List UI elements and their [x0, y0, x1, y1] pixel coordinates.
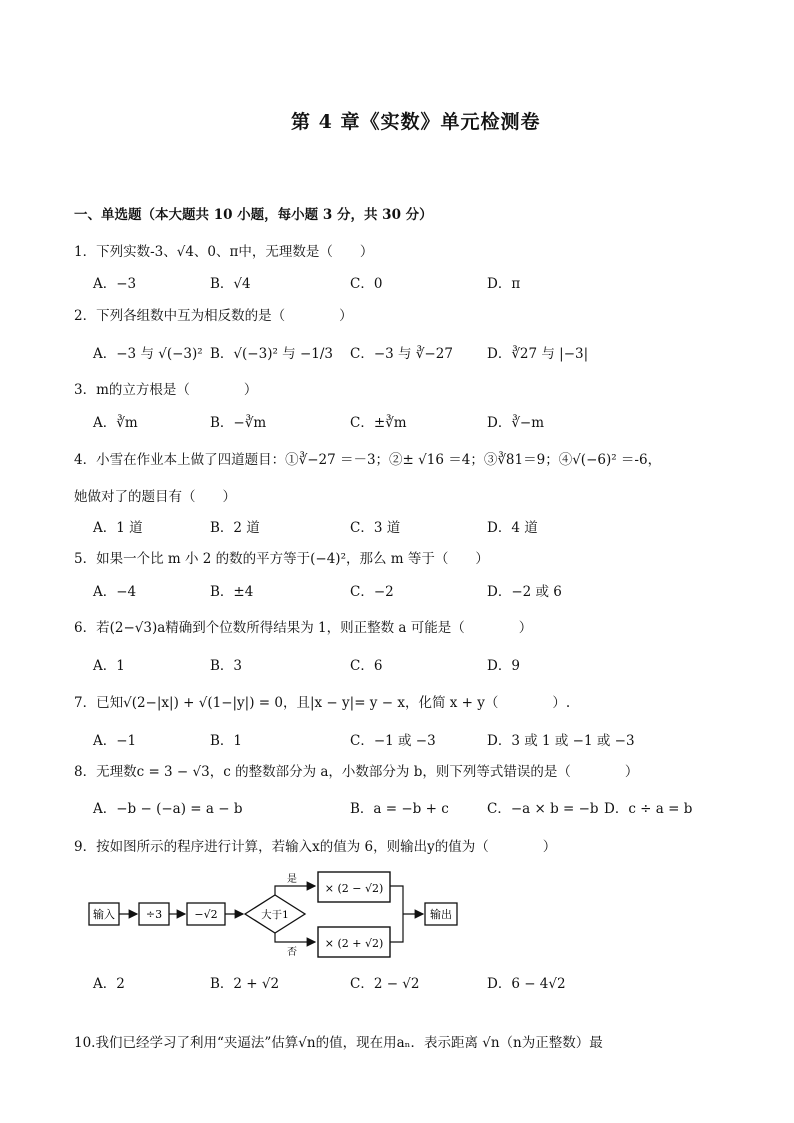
question-4-stem: 4．小雪在作业本上做了四道题目：①∛−27 ＝－3；②± √16 ＝4；③∛81＝9；④√(−6)² ＝-6，: [74, 452, 662, 468]
q2-option-d: D．∛27 与 |−3|: [487, 346, 589, 362]
flow-minus-sqrt2-label: −√2: [194, 908, 218, 921]
q9-option-a: A．2: [93, 976, 125, 992]
q7-option-c: C．−1 或 −3: [350, 733, 436, 749]
q4-option-a: A．1 道: [93, 520, 143, 536]
q7-option-b: B．1: [210, 733, 243, 749]
flow-no-line: [275, 933, 315, 942]
q2-option-b: B．√(−3)² 与 −1/3: [210, 346, 333, 362]
q6-option-a: A．1: [93, 658, 125, 674]
flow-merge-line: [390, 886, 403, 942]
q8-option-c: C．−a × b = −b: [487, 801, 599, 817]
question-3-stem: 3．m的立方根是（ ）: [74, 382, 258, 398]
flow-yes-line: [275, 886, 315, 895]
q2-option-c: C．−3 与 ∛−27: [350, 346, 453, 362]
q8-option-a: A．−b − (−a) = a − b: [93, 801, 243, 817]
flow-times-upper-label: × (2 − √2): [324, 882, 384, 895]
question-8-stem: 8．无理数c = 3 − √3，c 的整数部分为 a，小数部分为 b，则下列等式错误的是（ ）: [74, 764, 639, 780]
q1-option-a: A．−3: [93, 276, 137, 292]
q9-option-c: C．2 − √2: [350, 976, 420, 992]
section-heading: 一、单选题（本大题共 10 小题，每小题 3 分，共 30 分）: [74, 207, 433, 223]
question-7-stem: 7．已知√(2−|x|) + √(1−|y|) = 0，且|x − y|= y − x，化简 x + y（ ）.: [74, 695, 571, 711]
q5-option-b: B．±4: [210, 584, 254, 600]
flow-yes-label: 是: [287, 874, 297, 885]
question-2-stem: 2．下列各组数中互为相反数的是（ ）: [74, 308, 353, 324]
q6-option-d: D．9: [487, 658, 520, 674]
q9-option-b: B．2 + √2: [210, 976, 280, 992]
q6-option-b: B．3: [210, 658, 243, 674]
page-title: 第 4 章《实数》单元检测卷: [291, 111, 541, 133]
question-9-stem: 9．按如图所示的程序进行计算，若输入x的值为 6，则输出y的值为（ ）: [74, 839, 557, 855]
question-6-stem: 6．若(2−√3)a精确到个位数所得结果为 1，则正整数 a 可能是（ ）: [74, 620, 533, 636]
q4-option-c: C．3 道: [350, 520, 401, 536]
q8-option-b: B．a = −b + c: [350, 801, 449, 817]
flow-no-label: 否: [287, 947, 297, 958]
flow-input-label: 输入: [93, 908, 115, 921]
question-5-stem: 5．如果一个比 m 小 2 的数的平方等于(−4)²，那么 m 等于（ ）: [74, 551, 489, 567]
question-4-stem-line2: 她做对了的题目有（ ）: [74, 489, 236, 505]
q9-option-d: D．6 − 4√2: [487, 976, 566, 992]
q1-option-b: B．√4: [210, 276, 251, 292]
question-1-stem: 1．下列实数-3、√4、0、π中，无理数是（ ）: [74, 244, 374, 260]
flow-div3-label: ÷3: [145, 908, 163, 921]
q7-option-a: A．−1: [93, 733, 137, 749]
q4-option-b: B．2 道: [210, 520, 260, 536]
program-flowchart: [85, 862, 465, 962]
q4-option-d: D．4 道: [487, 520, 538, 536]
q1-option-d: D．π: [487, 276, 521, 292]
q3-option-b: B．−∛m: [210, 415, 267, 431]
question-10-stem: 10.我们已经学习了利用“夹逼法”估算√n的值，现在用aₙ．表示距离 √n（n为正整数）最: [74, 1035, 603, 1051]
q5-option-c: C．−2: [350, 584, 394, 600]
q3-option-a: A．∛m: [93, 415, 138, 431]
q3-option-c: C．±∛m: [350, 415, 407, 431]
flow-times-lower-label: × (2 + √2): [324, 937, 384, 950]
q3-option-d: D．∛−m: [487, 415, 545, 431]
q8-option-d: D．c ÷ a = b: [604, 801, 693, 817]
q5-option-d: D．−2 或 6: [487, 584, 562, 600]
flow-output-label: 输出: [430, 908, 452, 921]
q7-option-d: D．3 或 1 或 −1 或 −3: [487, 733, 635, 749]
q6-option-c: C．6: [350, 658, 383, 674]
q2-option-a: A．−3 与 √(−3)²: [93, 346, 203, 362]
q1-option-c: C．0: [350, 276, 383, 292]
flow-decision-label: 大于1: [261, 909, 289, 921]
q5-option-a: A．−4: [93, 584, 137, 600]
